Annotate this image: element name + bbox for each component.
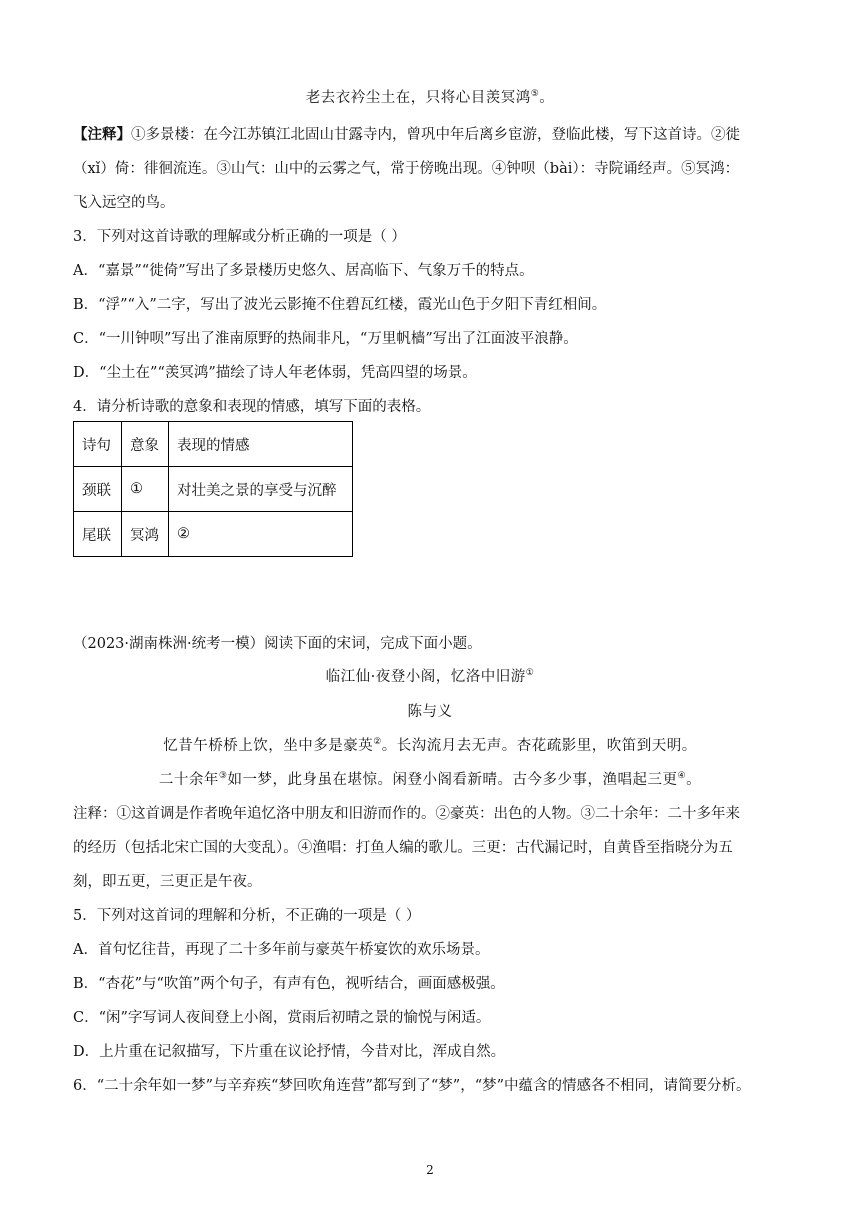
table-header-cell: 表现的情感: [169, 422, 353, 467]
table-row: [74, 467, 353, 512]
table-header-row: [74, 422, 353, 467]
table-cell: 冥鸿: [122, 512, 169, 557]
page-number: 2: [426, 1163, 434, 1177]
note-label: 【注释】: [73, 126, 131, 143]
ci-notes-line-3: 刻，即五更，三更正是午夜。: [73, 874, 262, 890]
question-5-option-b: B．“杏花”与“吹笛”两个句子，有声有色，视听结合，画面感极强。: [73, 976, 505, 992]
table-cell: 尾联: [74, 512, 122, 557]
question-5-option-a: A．首句忆往昔，再现了二十多年前与豪英午桥宴饮的欢乐场景。: [73, 942, 490, 958]
poem-last-line: 老去衣衿尘土在，只将心目羡冥鸿⑤。: [305, 89, 555, 106]
question-5-option-d: D．上片重在记叙描写，下片重在议论抒情，今昔对比，浑成自然。: [73, 1044, 506, 1060]
question-3-option-a: A．“嘉景”“徙倚”写出了多景楼历史悠久、居高临下、气象万千的特点。: [73, 263, 534, 279]
table-header-cell: 诗句: [74, 422, 122, 467]
ci-notes-line-2: 的经历（包括北宋亡国的大变乱）。④渔唱：打鱼人编的歌儿。三更：古代漏记时，自黄昏至指晓分为五: [73, 840, 733, 856]
ci-author: 陈与义: [407, 704, 453, 720]
question-3-option-b: B．“浮”“入”二字，写出了波光云影掩不住碧瓦红楼，霞光山色于夕阳下青红相间。: [73, 297, 607, 313]
ci-title: 临江仙·夜登小阁，忆洛中旧游①: [325, 668, 535, 685]
poem-notes-line-2: （xǐ）倚：徘徊流连。③山气：山中的云雾之气，常于傍晚出现。④钟呗（bài）：寺院诵经声。⑤冥鸿：: [73, 161, 740, 177]
question-3-option-c: C．“一川钟呗”写出了淮南原野的热闹非凡，“万里帆樯”写出了江面波平浪静。: [73, 331, 578, 347]
question-3-stem: 3．下列对这首诗歌的理解或分析正确的一项是（ ）: [73, 229, 406, 245]
question-3-option-d: D．“尘土在”“羡冥鸿”描绘了诗人年老体弱，凭高四望的场景。: [73, 365, 477, 381]
poem-notes-line-3: 飞入远空的鸟。: [73, 195, 175, 211]
imagery-emotion-table: [73, 421, 353, 557]
table-cell: 对壮美之景的享受与沉醉: [169, 467, 353, 512]
question-5-stem: 5．下列对这首词的理解和分析，不正确的一项是（ ）: [73, 908, 421, 924]
ci-notes-line-1: 注释：①这首调是作者晚年追忆洛中朋友和旧游而作的。②豪英：出色的人物。③二十余年：二十多年来: [73, 806, 740, 822]
poem-notes-line-1: 【注释】①多景楼：在今江苏镇江北固山甘露寺内，曾巩中年后离乡宦游，登临此楼，写下这首诗。②徙: [73, 126, 740, 143]
table-cell: 颈联: [74, 467, 122, 512]
ci-line-1: 忆昔午桥桥上饮，坐中多是豪英②。长沟流月去无声。杏花疏影里，吹笛到天明。: [163, 737, 697, 754]
ci-line-2: 二十余年③如一梦，此身虽在堪惊。闲登小阁看新晴。古今多少事，渔唱起三更④。: [158, 771, 702, 788]
table-row: [74, 512, 353, 557]
table-cell: ②: [169, 512, 353, 557]
table-cell: ①: [122, 467, 169, 512]
question-5-option-c: C．“闲”字写词人夜间登上小阁，赏雨后初晴之景的愉悦与闲适。: [73, 1010, 491, 1026]
table-header-cell: 意象: [122, 422, 169, 467]
question-6-stem: 6．“二十余年如一梦”与辛弃疾“梦回吹角连营”都写到了“梦”，“梦”中蕴含的情感各不相同，请简要分析。: [73, 1078, 751, 1094]
section-2-intro: （2023·湖南株洲·统考一模）阅读下面的宋词，完成下面小题。: [73, 636, 482, 652]
question-4-stem: 4．请分析诗歌的意象和表现的情感，填写下面的表格。: [73, 399, 431, 415]
